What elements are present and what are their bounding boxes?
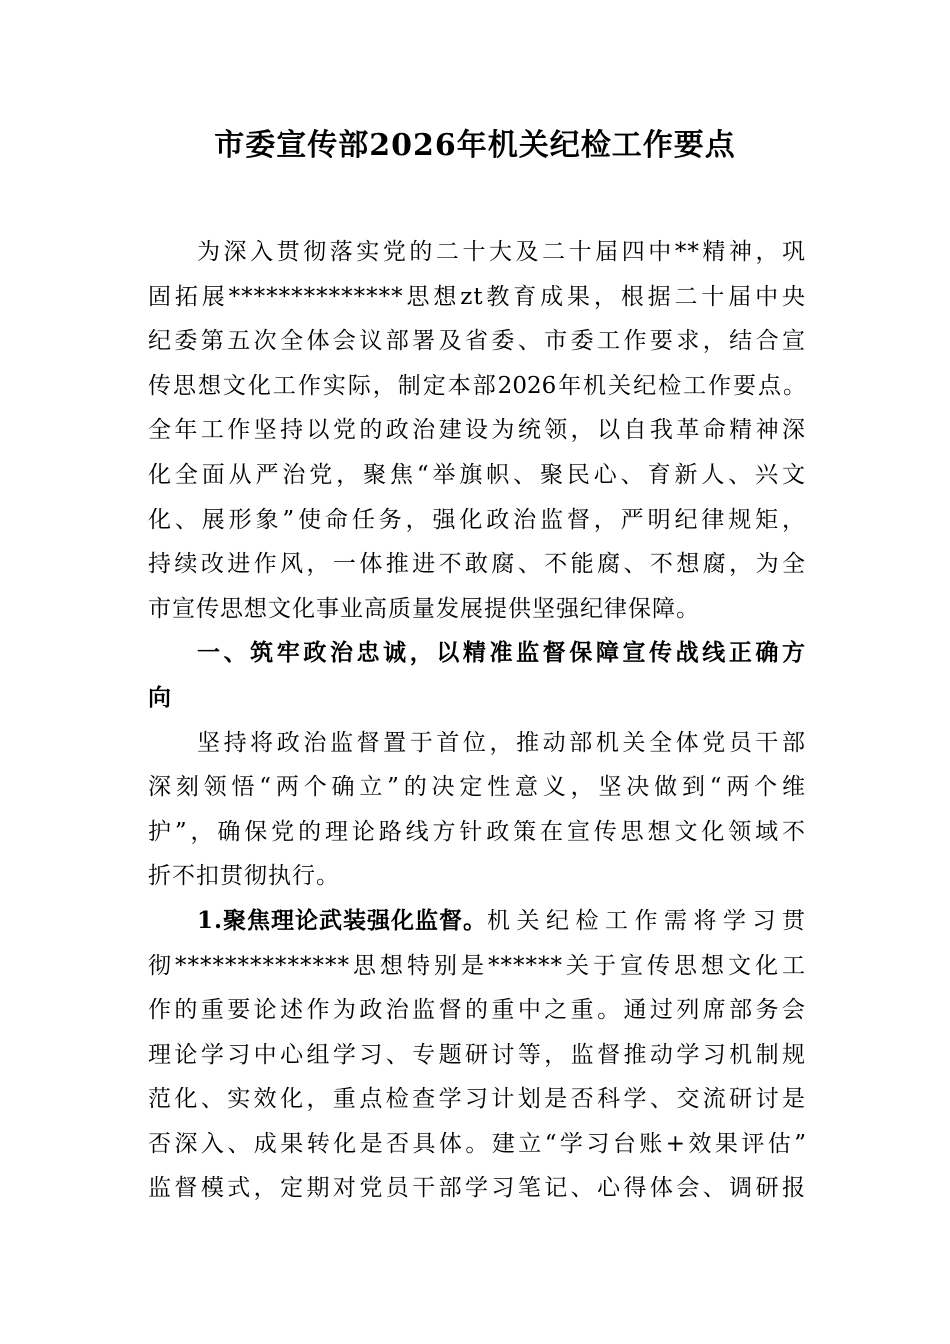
text-line: 理论学习中心组学习、专题研讨等，监督推动学习机制规: [148, 1041, 806, 1068]
heading-line: 向: [148, 683, 172, 711]
item-lead: 1.聚焦理论武装强化监督。: [197, 906, 488, 934]
text-line: 否深入、成果转化是否具体。建立“学习台账+效果评估”: [148, 1130, 806, 1157]
text-line: 传思想文化工作实际，制定本部2026年机关纪检工作要点。: [148, 372, 806, 399]
text-line: 彻**************思想特别是******关于宣传思想文化工: [148, 952, 806, 979]
text-line: 为深入贯彻落实党的二十大及二十届四中**精神，巩: [197, 239, 806, 265]
text-line: [148, 899, 806, 944]
heading-line: 一、筑牢政治忠诚，以精准监督保障宣传战线正确方: [197, 639, 806, 667]
text-line: 化、展形象”使命任务，强化政治监督，严明纪律规矩，: [148, 506, 806, 533]
text-line: 持续改进作风，一体推进不敢腐、不能腐、不想腐，为全: [148, 551, 806, 578]
text-line: 范化、实效化，重点检查学习计划是否科学、交流研讨是: [148, 1086, 806, 1113]
section-heading-1: [148, 631, 806, 720]
text-line: 市宣传思想文化事业高质量发展提供坚强纪律保障。: [148, 595, 700, 622]
document-body: [148, 230, 806, 1211]
item-text: 机关纪检工作需将学习贯: [487, 907, 806, 934]
text-line: 固拓展**************思想zt教育成果，根据二十届中央: [148, 283, 806, 310]
text-line: 化全面从严治党，聚焦“举旗帜、聚民心、育新人、兴文: [148, 461, 806, 488]
text-line: 作的重要论述作为政治监督的重中之重。通过列席部务会: [148, 997, 806, 1024]
text-line: 纪委第五次全体会议部署及省委、市委工作要求，结合宣: [148, 328, 806, 355]
text-line: 坚持将政治监督置于首位，推动部机关全体党员干部: [197, 729, 806, 756]
item-1-paragraph: [148, 899, 806, 1211]
intro-paragraph: [148, 230, 806, 631]
document-title: 市委宣传部2026年机关纪检工作要点: [214, 128, 736, 163]
text-line: 监督模式，定期对党员干部学习笔记、心得体会、调研报: [148, 1175, 806, 1202]
text-line: 深刻领悟“两个确立”的决定性意义，坚决做到“两个维: [148, 774, 806, 801]
text-line: 护”，确保党的理论路线方针政策在宣传思想文化领域不: [148, 818, 806, 845]
section-1-paragraph: [148, 721, 806, 899]
text-line: 全年工作坚持以党的政治建设为统领，以自我革命精神深: [148, 417, 806, 444]
text-line: 折不扣贯彻执行。: [148, 863, 340, 890]
